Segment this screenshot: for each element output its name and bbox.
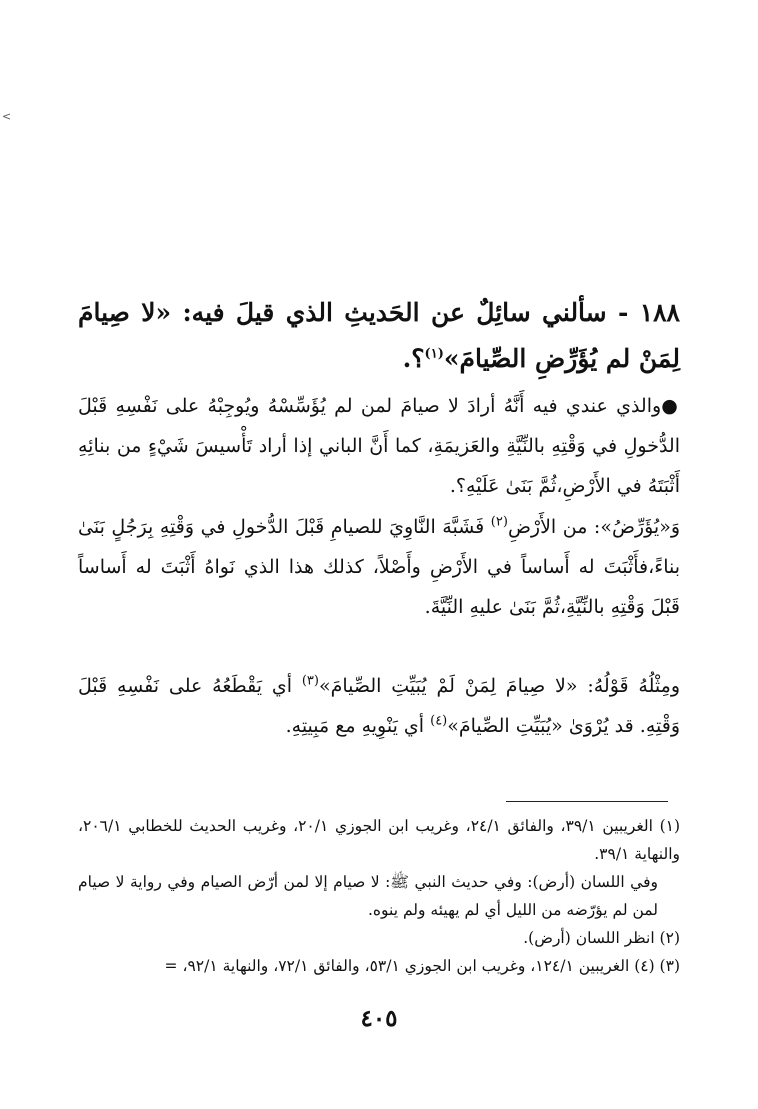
paragraph-text: فَشَبَّهَ النَّاوِيَ للصيامِ قَبْلَ الدُّخولِ في وَقْتِهِ بِرَجُلٍ بَنَىٰ بناءً،فأَثْبَتَ له أَساساً في الأَرْضِ وأَصْلاً، كذلك هذا الذي نَواهُ أَثْبَتَ له أَساساً قَبْلَ وَقْتِهِ بالنِّيَّةِ،ثُمَّ بَنَىٰ عليهِ النِّيَّةَ. bbox=[78, 516, 680, 618]
paragraph-text: أي يَقْطَعُهُ على نَفْسِهِ قَبْلَ وَقْتِهِ. قد يُرْوَىٰ «يُبَيِّتِ الصِّيامَ» bbox=[78, 675, 680, 737]
question-text: - سألني سائِلٌ عن الحَديثِ الذي قيلَ فيه: «لا صِيامَ لِمَنْ لم يُؤَرِّضِ الصِّيامَ» bbox=[78, 298, 680, 373]
page-number: ٤٠٥ bbox=[360, 1005, 398, 1032]
footnote-1: (١) الغريبين ٣٩/١، والفائق ٢٤/١، وغريب ابن الجوزي ٢٠/١، وغريب الحديث للخطابي ٢٠٦/١، والنهاية ٣٩/١. bbox=[78, 817, 681, 863]
footnote-2: (٢) انظر اللسان (أرض). bbox=[523, 929, 680, 947]
footnote-divider bbox=[506, 801, 668, 802]
footnote-ref: (١) bbox=[424, 346, 444, 362]
paragraph-text: والذي عندي فيه أَنَّهُ أرادَ لا صيامَ لمن لم يُؤَسِّسْهُ ويُوجِبْهُ على نَفْسِهِ قَبْلَ الدُّخولِ في وَقْتِهِ بالنِّيَّةِ والعَزيمَةِ، كما أَنَّ الباني إذا أراد تَأْسيسَ شَيْءٍ من بنائِهِ أَثْبَتَهُ في الأَرْضِ،ثُمَّ بَنَىٰ عَلَيْهِ؟. bbox=[78, 395, 680, 497]
paragraph-1 bbox=[78, 386, 680, 506]
footnote-1-continued: وفي اللسان (أرض): وفي حديث النبي ﷺ: لا صيام إلا لمن أرّض الصيام وفي رواية لا صيام لمن لم يؤرّضه من الليل أي لم يهيئه ولم ينوه. bbox=[78, 873, 658, 919]
paragraph-text: ومِثْلُهُ قَوْلُهُ: «لا صِيامَ لِمَنْ لَمْ يُبَيِّتِ الصِّيامَ» bbox=[318, 675, 680, 697]
paragraph-3 bbox=[78, 666, 680, 746]
paragraph-text: وَ«يُؤَرِّضُ»: من الأَرْضِ bbox=[507, 516, 680, 538]
question-heading bbox=[78, 290, 680, 382]
bullet-icon: ● bbox=[661, 395, 680, 417]
question-number: ١٨٨ bbox=[639, 298, 680, 327]
edge-mark: < bbox=[2, 110, 12, 123]
question-end: ؟. bbox=[402, 344, 425, 373]
paragraph-2 bbox=[78, 507, 680, 627]
footnote-3-4: (٣) (٤) الغريبين ١٢٤/١، وغريب ابن الجوزي ٥٣/١، والفائق ٧٢/١، والنهاية ٩٢/١، = bbox=[164, 957, 680, 975]
footnote-ref: (٢) bbox=[490, 514, 508, 530]
paragraph-text: أي يَنْوِيهِ مع مَبِيتِهِ. bbox=[285, 715, 431, 737]
footnotes bbox=[78, 812, 680, 980]
footnote-ref: (٤) bbox=[430, 713, 448, 729]
footnote-ref: (٣) bbox=[301, 673, 319, 689]
